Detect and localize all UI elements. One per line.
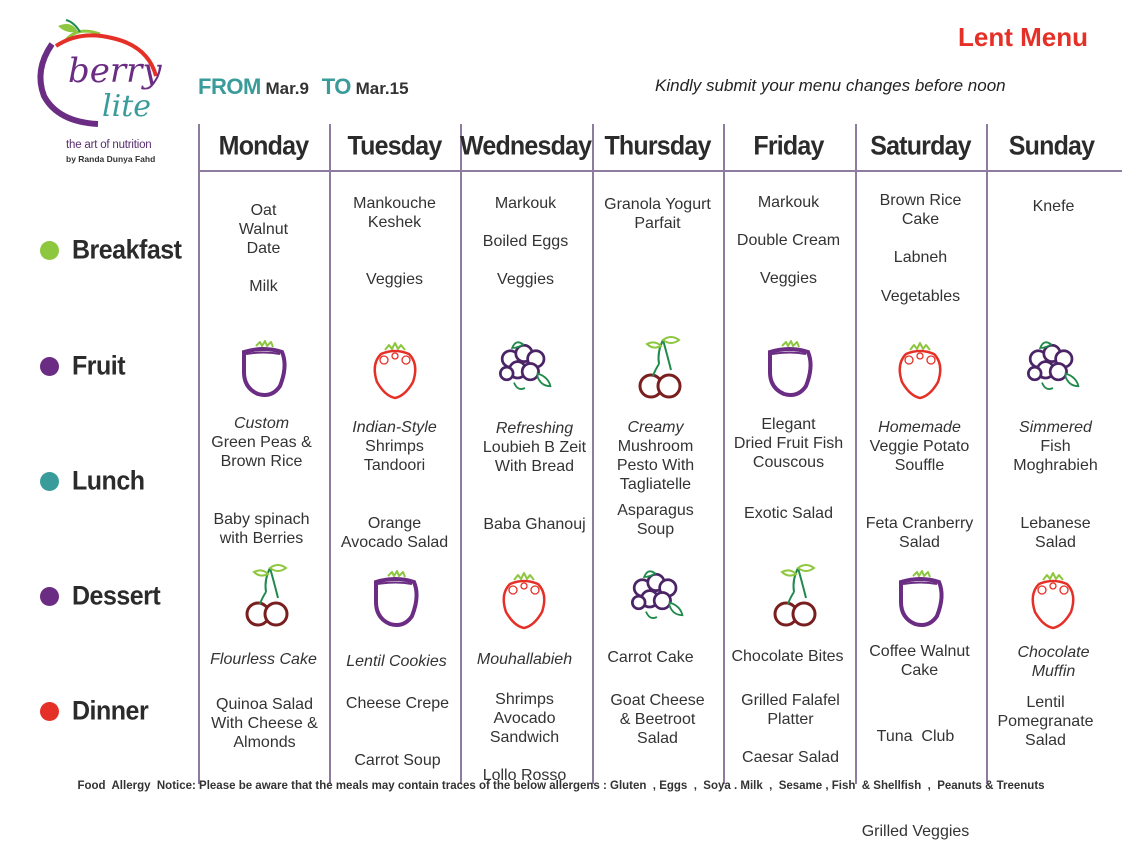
strawberry-icon — [890, 336, 950, 404]
day-header-tuesday: Tuesday — [347, 130, 442, 162]
lunch-tuesday: Indian-Style Shrimps Tandoori Orange Avocado Salad — [340, 419, 449, 551]
dinner-sunday: Lentil Pomegranate Salad — [997, 694, 1094, 749]
lunch-friday: Elegant Dried Fruit Fish Couscous Exotic Salad — [733, 416, 844, 522]
breakfast-thursday: Granola Yogurt Parfait — [604, 196, 711, 232]
breakfast-friday: Markouk Double Cream Veggies — [736, 194, 841, 287]
dinner-monday: Quinoa Salad With Cheese & Almonds — [211, 696, 318, 751]
dessert-wednesday: Mouhallabieh — [476, 651, 573, 668]
dinner-friday: Grilled Falafel Platter Caesar Salad — [741, 692, 840, 766]
lunch-thursday: Creamy Mushroom Pesto With Tagliatelle Asparagus Soup — [616, 419, 695, 538]
breakfast-dot-icon — [40, 241, 59, 260]
strawberry-icon — [365, 336, 425, 404]
from-label: FROM — [198, 74, 261, 99]
dinner-dot-icon — [40, 702, 59, 721]
day-header-thursday: Thursday — [604, 130, 711, 162]
dinner-thursday: Goat Cheese & Beetroot Salad — [610, 692, 705, 747]
day-header-saturday: Saturday — [870, 130, 971, 162]
plum-icon — [366, 566, 426, 634]
fruit-dot-icon — [40, 357, 59, 376]
grapes-icon — [626, 563, 686, 631]
dinner-saturday: Tuna Club Grilled Veggies — [861, 728, 970, 840]
strawberry-icon — [1023, 566, 1083, 634]
dessert-saturday: Coffee Walnut Cake — [869, 643, 970, 679]
dessert-thursday: Carrot Cake — [607, 649, 694, 666]
dessert-tuesday: Lentil Cookies — [346, 653, 447, 670]
dinner-wednesday: Shrimps Avocado Sandwich Lollo Rosso — [482, 691, 567, 784]
allergy-notice: Food Allergy Notice: Please be aware that the meals may contain traces of the below allergens : Gluten , Eggs , Soya . Milk , Sesame , Fish & Shellfish , Peanuts & Treenuts — [77, 780, 1045, 792]
day-header-monday: Monday — [218, 130, 309, 162]
page-title: Lent Menu — [958, 22, 1088, 52]
dessert-friday: Chocolate Bites — [731, 648, 844, 665]
meal-label-dinner: Dinner — [40, 697, 148, 726]
submission-notice: Kindly submit your menu changes before noon — [655, 76, 1006, 95]
breakfast-saturday: Brown Rice Cake Labneh Vegetables — [879, 192, 962, 305]
day-header-friday: Friday — [753, 130, 824, 162]
plum-icon — [891, 566, 951, 634]
day-header-sunday: Sunday — [1008, 130, 1095, 162]
svg-text:lite: lite — [102, 89, 151, 124]
logo-tagline: the art of nutrition — [66, 139, 152, 151]
breakfast-wednesday: Markouk Boiled Eggs Veggies — [482, 195, 569, 288]
day-header-wednesday: Wednesday — [460, 130, 592, 162]
meal-label-lunch: Lunch — [40, 467, 145, 496]
plum-icon — [760, 336, 820, 404]
strawberry-icon — [494, 566, 554, 634]
breakfast-monday: Oat Walnut Date Milk — [238, 202, 289, 295]
dessert-monday: Flourless Cake — [210, 651, 317, 668]
cherry-icon — [762, 562, 822, 630]
dessert-sunday: Chocolate Muffin — [1017, 644, 1090, 680]
to-label: TO — [321, 74, 351, 99]
meal-label-breakfast: Breakfast — [40, 236, 181, 265]
cherry-icon — [627, 334, 687, 402]
lunch-sunday: Simmered Fish Moghrabieh Lebanese Salad — [1013, 419, 1098, 551]
lunch-monday: Custom Green Peas & Brown Rice Baby spinach with Berries — [211, 415, 312, 547]
breakfast-tuesday: Mankouche Keshek Veggies — [353, 195, 436, 288]
meal-label-dessert: Dessert — [40, 582, 160, 611]
header-divider — [198, 170, 1122, 172]
lunch-saturday: Homemade Veggie Potato Souffle Feta Cranberry Salad — [865, 419, 974, 551]
dessert-dot-icon — [40, 587, 59, 606]
dinner-tuesday: Cheese Crepe Carrot Soup — [345, 695, 450, 769]
berry-logo-icon — [28, 20, 178, 140]
logo-byline: by Randa Dunya Fahd — [66, 154, 156, 164]
grapes-icon — [1022, 334, 1082, 402]
date-range — [198, 74, 409, 100]
breakfast-sunday: Knefe — [1032, 198, 1075, 215]
cherry-icon — [234, 562, 294, 630]
grapes-icon — [494, 334, 554, 402]
from-date: Mar.9 — [265, 79, 309, 98]
meal-label-fruit: Fruit — [40, 352, 125, 381]
grid-divider — [986, 124, 988, 784]
lunch-dot-icon — [40, 472, 59, 491]
plum-icon — [234, 336, 294, 404]
svg-text:berry: berry — [68, 51, 162, 91]
lunch-wednesday: Refreshing Loubieh B Zeit With Bread Baba Ghanouj — [482, 420, 587, 533]
to-date: Mar.15 — [355, 79, 409, 98]
